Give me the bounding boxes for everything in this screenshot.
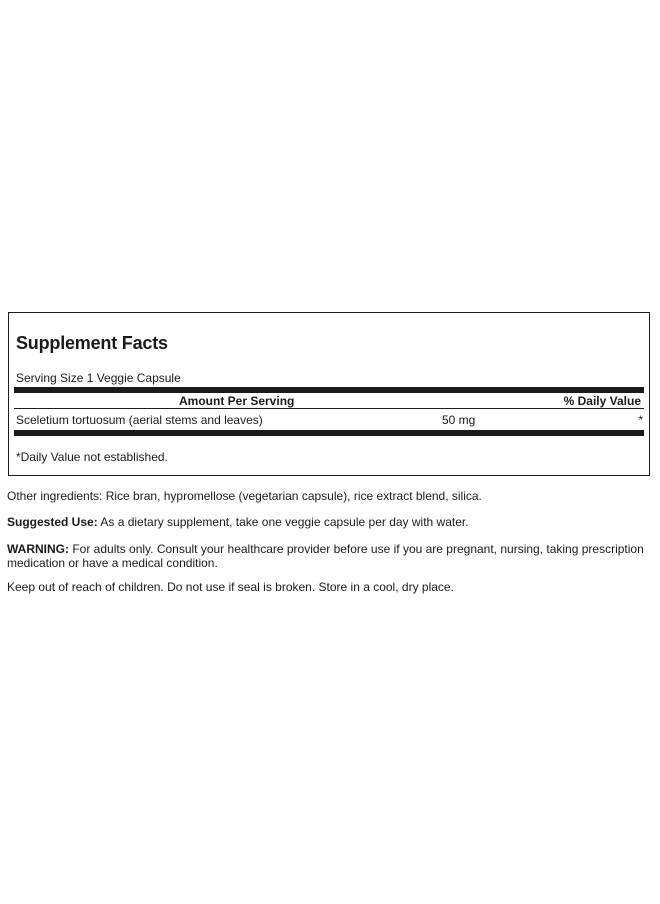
warning bbox=[7, 542, 652, 570]
daily-value-header: % Daily Value bbox=[563, 394, 641, 408]
suggested-use-text: As a dietary supplement, take one veggie capsule per day with water. bbox=[97, 515, 469, 529]
ingredient-amount: 50 mg bbox=[442, 413, 476, 427]
supplement-facts-title: Supplement Facts bbox=[16, 333, 168, 353]
other-ingredients: Other ingredients: Rice bran, hypromellose (vegetarian capsule), rice extract blend, silica. bbox=[7, 489, 482, 503]
warning-label: WARNING: bbox=[7, 542, 69, 556]
thick-divider-top bbox=[14, 387, 644, 393]
serving-size: Serving Size 1 Veggie Capsule bbox=[16, 371, 181, 385]
amount-per-serving-header: Amount Per Serving bbox=[179, 394, 295, 408]
warning-text: For adults only. Consult your healthcare provider before use if you are pregnant, nursing, taking prescription medication or have a medical condition. bbox=[7, 542, 644, 570]
supplement-facts-panel bbox=[8, 312, 650, 476]
ingredient-daily-value: * bbox=[638, 413, 643, 427]
ingredient-name: Sceletium tortuosum (aerial stems and leaves) bbox=[16, 413, 263, 427]
suggested-use bbox=[7, 515, 652, 529]
storage-instructions: Keep out of reach of children. Do not use if seal is broken. Store in a cool, dry place. bbox=[7, 580, 454, 594]
suggested-use-label: Suggested Use: bbox=[7, 515, 98, 529]
thick-divider-bottom bbox=[14, 430, 644, 436]
daily-value-footnote: *Daily Value not established. bbox=[16, 450, 168, 464]
thin-divider bbox=[14, 408, 644, 409]
